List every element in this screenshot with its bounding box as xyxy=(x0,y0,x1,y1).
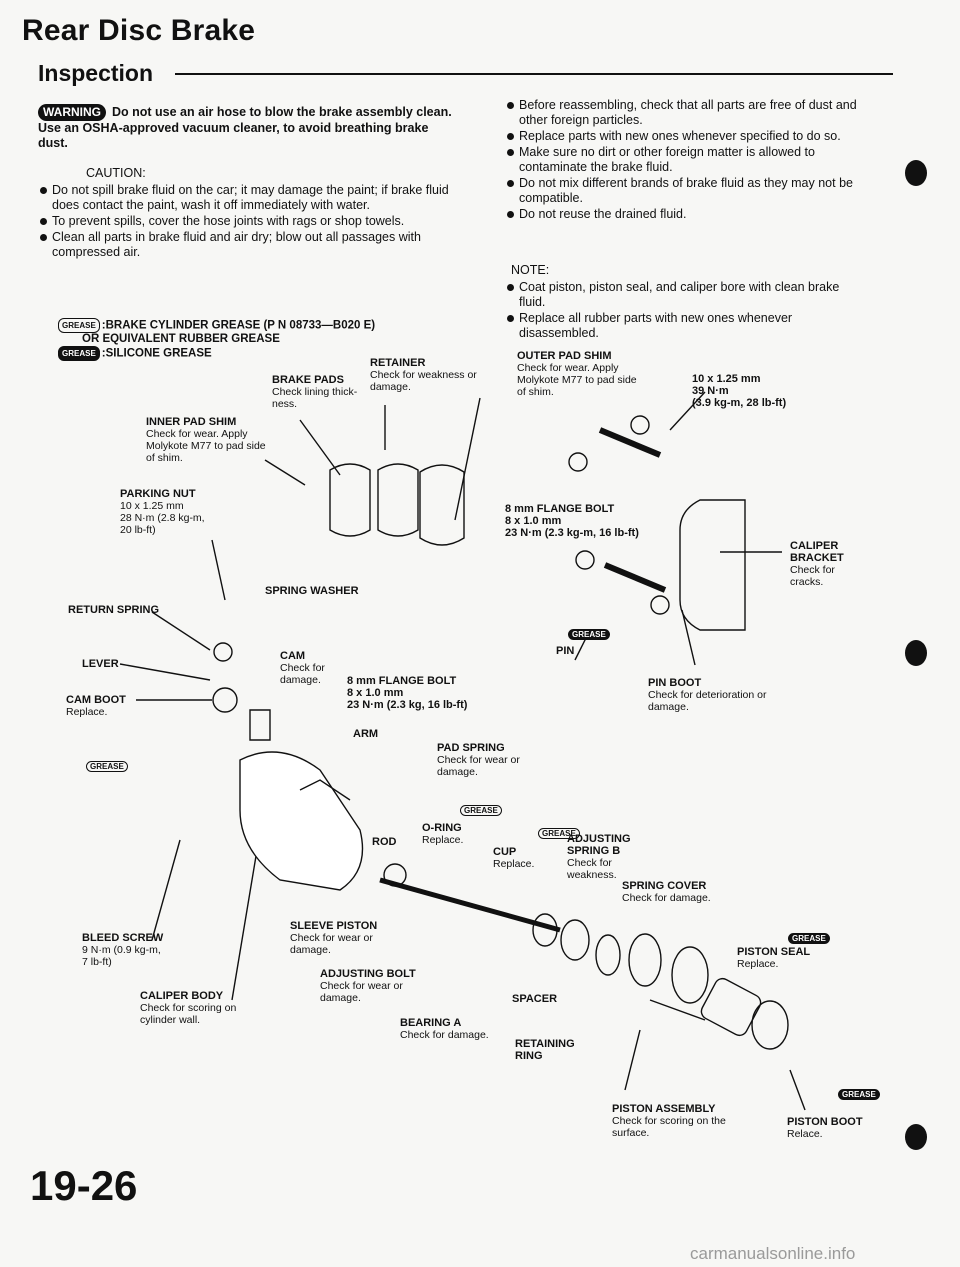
instruction-item: Make sure no dirt or other foreign matter is allowed to contaminate the brake fluid. xyxy=(505,145,867,175)
label-flange-bolt-upper: 8 mm FLANGE BOLT 8 x 1.0 mm 23 N·m (2.3 kg-m, 16 lb-ft) xyxy=(505,503,639,539)
warning-badge: WARNING xyxy=(38,104,106,121)
note-item: Coat piston, piston seal, and caliper bore with clean brake fluid. xyxy=(505,280,867,310)
spring-cover-shape xyxy=(629,934,661,986)
label-outer-pad-shim: OUTER PAD SHIM Check for wear. Apply Molykote M77 to pad side of shim. xyxy=(517,350,637,398)
label-piston-seal: PISTON SEAL Replace. xyxy=(737,946,811,970)
instruction-item: Do not reuse the drained fluid. xyxy=(505,207,867,222)
grease-marker-icon: GREASE xyxy=(86,758,130,776)
instruction-item: Replace parts with new ones whenever specified to do so. xyxy=(505,129,867,144)
label-cam-boot: CAM BOOT Replace. xyxy=(66,694,126,718)
label-piston-boot: PISTON BOOT Relace. xyxy=(787,1116,863,1140)
leader-line xyxy=(152,612,210,650)
silicone-grease-marker-icon: GREASE xyxy=(838,1086,882,1104)
leader-line xyxy=(120,664,210,680)
label-adjusting-bolt: ADJUSTING BOLT Check for wear or damage. xyxy=(320,968,416,1004)
silicone-grease-icon: GREASE xyxy=(58,346,100,361)
grease-line-3: :SILICONE GREASE xyxy=(101,347,212,360)
label-caliper-bracket: CALIPER BRACKET Check for cracks. xyxy=(790,540,844,588)
label-sleeve-piston: SLEEVE PISTON Check for wear or damage. xyxy=(290,920,378,956)
instruction-item: Before reassembling, check that all parts are free of dust and other foreign particles. xyxy=(505,98,867,128)
label-brake-pads: BRAKE PADS Check lining thick-ness. xyxy=(272,374,358,410)
grease-marker-icon: GREASE xyxy=(538,825,582,843)
label-spacer: SPACER xyxy=(512,993,558,1005)
washer-shape xyxy=(631,416,649,434)
leader-line xyxy=(625,1030,640,1090)
label-cup: CUP Replace. xyxy=(493,846,535,870)
silicone-grease-marker-icon: GREASE xyxy=(788,930,832,948)
leader-line xyxy=(650,1000,705,1020)
label-lever: LEVER xyxy=(82,658,119,670)
label-retaining-ring: RETAINING RING xyxy=(515,1038,575,1062)
silicone-grease-marker-icon: GREASE xyxy=(568,626,612,644)
leader-line xyxy=(455,398,480,520)
page-number: 19-26 xyxy=(30,1162,138,1209)
label-bearing-a: BEARING A Check for damage. xyxy=(400,1017,489,1041)
return-spring-shape xyxy=(214,643,232,661)
caution-item: To prevent spills, cover the hose joints with rags or shop towels. xyxy=(38,214,458,229)
caution-heading: CAUTION: xyxy=(86,166,146,180)
cam-boot-ring xyxy=(213,688,237,712)
grease-marker-icon: GREASE xyxy=(460,802,504,820)
leader-line xyxy=(265,460,305,485)
label-pin: PIN xyxy=(556,645,575,657)
label-parking-nut: PARKING NUT 10 x 1.25 mm 28 N·m (2.8 kg-m, 20 lb-ft) xyxy=(120,488,205,536)
bolt-shape xyxy=(605,565,665,590)
piston-boot-shape xyxy=(752,1001,788,1049)
label-flange-bolt-lower: 8 mm FLANGE BOLT 8 x 1.0 mm 23 N·m (2.3 kg, 16 lb-ft) xyxy=(347,675,468,711)
label-spring-cover: SPRING COVER Check for damage. xyxy=(622,880,711,904)
caliper-body-shape xyxy=(240,752,363,890)
washer-shape xyxy=(651,596,669,614)
instruction-item: Do not mix different brands of brake fluid as they may not be compatible. xyxy=(505,176,867,206)
warning-text: Do not use an air hose to blow the brake assembly clean. Use an OSHA-approved vacuum cleaner, to avoid breathing brake dust. xyxy=(38,105,452,150)
note-heading: NOTE: xyxy=(511,263,550,277)
label-arm: ARM xyxy=(353,728,379,740)
page-title: Rear Disc Brake xyxy=(22,14,256,47)
washer-shape xyxy=(576,551,594,569)
grease-line-1: :BRAKE CYLINDER GREASE (P N 08733—B020 E) xyxy=(101,319,376,332)
caution-item: Clean all parts in brake fluid and air dry; blow out all passages with compressed air. xyxy=(38,230,458,260)
leader-line xyxy=(790,1070,805,1110)
brake-pad-shape xyxy=(378,464,418,536)
label-caliper-body: CALIPER BODY Check for scoring on cylinder wall. xyxy=(140,990,237,1026)
label-return-spring: RETURN SPRING xyxy=(68,604,160,616)
label-retainer: RETAINER Check for weakness or damage. xyxy=(370,357,477,393)
note-item: Replace all rubber parts with new ones whenever disassembled. xyxy=(505,311,867,341)
leader-line xyxy=(682,610,695,665)
label-pad-spring: PAD SPRING Check for wear or damage. xyxy=(437,742,520,778)
brake-pad-shape xyxy=(330,464,370,536)
label-pin-boot: PIN BOOT Check for deterioration or damage. xyxy=(648,677,767,713)
washer-shape xyxy=(569,453,587,471)
label-adjusting-spring: ADJUSTING SPRING B Check for weakness. xyxy=(567,833,631,881)
label-torque-caliper-bracket: 10 x 1.25 mm 39 N·m (3.9 kg-m, 28 lb-ft) xyxy=(692,373,787,409)
bolt-shape xyxy=(600,430,660,455)
label-inner-pad-shim: INNER PAD SHIM Check for wear. Apply Molykote M77 to pad side of shim. xyxy=(146,416,266,464)
piston-shape xyxy=(699,976,764,1038)
leader-line xyxy=(300,420,340,475)
piston-seal-shape xyxy=(672,947,708,1003)
binder-hole-icon xyxy=(905,640,927,666)
label-spring-washer: SPRING WASHER xyxy=(265,585,359,597)
grease-tag-icon: GREASE xyxy=(58,318,100,333)
watermark: carmanualsonline.info xyxy=(690,1244,856,1263)
leader-line xyxy=(212,540,225,600)
binder-hole-icon xyxy=(905,1124,927,1150)
caution-item: Do not spill brake fluid on the car; it may damage the paint; if brake fluid does contact the paint, wash it off immediately with water. xyxy=(38,183,458,213)
leader-line xyxy=(152,840,180,940)
label-cam: CAM Check for damage. xyxy=(280,650,325,686)
label-bleed-screw: BLEED SCREW 9 N·m (0.9 kg-m, 7 lb-ft) xyxy=(82,932,164,968)
adjusting-bolt-shape xyxy=(380,880,560,930)
label-piston-assembly: PISTON ASSEMBLY Check for scoring on the surface. xyxy=(612,1103,726,1139)
label-rod: ROD xyxy=(372,836,397,848)
label-o-ring: O-RING Replace. xyxy=(422,822,464,846)
section-title: Inspection xyxy=(38,60,154,86)
binder-hole-icon xyxy=(905,160,927,186)
spacer-shape xyxy=(596,935,620,975)
adjusting-spring-shape xyxy=(561,920,589,960)
cam-boot-shape xyxy=(250,710,270,740)
grease-line-2: OR EQUIVALENT RUBBER GREASE xyxy=(82,333,280,345)
